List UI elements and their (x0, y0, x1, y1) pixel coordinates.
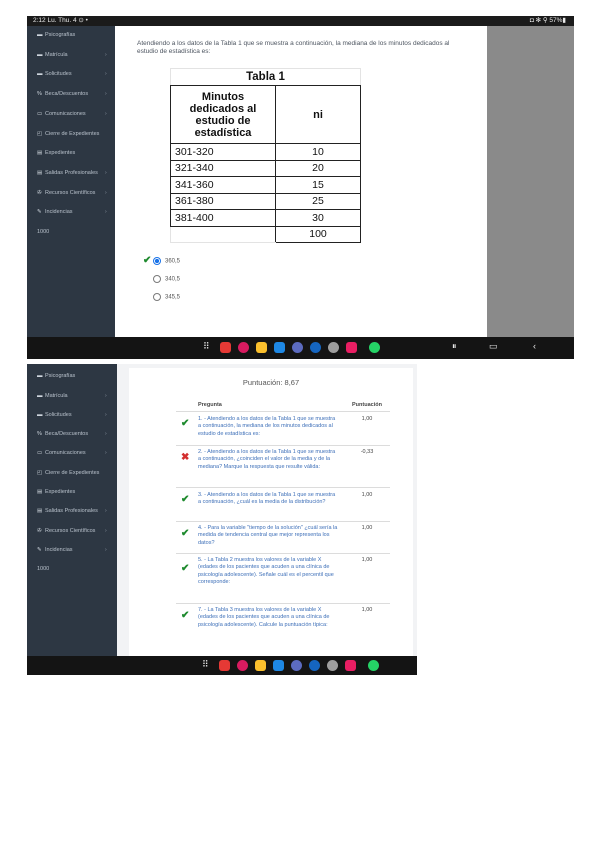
result-score: 1,00 (361, 557, 373, 563)
score-text: Puntuación: 8,67 (242, 378, 300, 387)
result-question-link[interactable]: 4. - Para la variable "tiempo de la solución" ¿cuál sería la medida de tendencia central que mejor representa los datos? (198, 525, 338, 546)
column-header-question: Pregunta (198, 402, 222, 408)
settings-icon: ✇ (37, 190, 42, 196)
table-header-ni: ni (276, 86, 361, 144)
sidebar-item-comunicaciones[interactable] (37, 111, 107, 117)
app-icon-red[interactable] (219, 660, 230, 671)
android-nav-bar (27, 337, 574, 359)
book-icon: ▬ (37, 373, 43, 379)
sidebar-item-matricula[interactable] (37, 52, 107, 58)
option-3[interactable] (153, 293, 180, 301)
document-icon: ▤ (37, 150, 43, 156)
app-icon-camera[interactable] (345, 660, 356, 671)
sidebar-item-incidencias[interactable] (37, 209, 107, 215)
sidebar-item-psicografias[interactable] (37, 32, 75, 38)
table-cell-ni: 25 (276, 193, 361, 210)
status-right: ◘ ✻ ⚲ 57%▮ (529, 17, 566, 24)
table-caption: Tabla 1 (171, 69, 361, 86)
table-cell-ni: 10 (276, 144, 361, 161)
sidebar-item-cierre[interactable] (37, 131, 99, 137)
chevron-right-icon: › (105, 412, 107, 418)
sidebar-item-label: Matrícula (45, 52, 68, 58)
sidebar-item-label: Solicitudes (45, 412, 72, 418)
sidebar-item-label: Salidas Profesionales (45, 170, 98, 176)
app-icon-play[interactable] (309, 660, 320, 671)
sidebar-item-label: Cierre de Expedientes (45, 470, 100, 476)
book-icon: ▬ (37, 32, 43, 38)
folder-icon: ▬ (37, 393, 43, 399)
home-button-icon[interactable]: ▭ (489, 341, 498, 351)
divider (176, 553, 390, 554)
chevron-right-icon: › (105, 111, 107, 117)
results-card (129, 368, 413, 656)
checkmark-icon: ✔ (181, 494, 190, 505)
app-icon-play[interactable] (310, 342, 321, 353)
divider (176, 411, 390, 412)
main-content (115, 26, 487, 337)
app-icon-calendar[interactable] (274, 342, 285, 353)
table-row (171, 160, 361, 177)
chevron-right-icon: › (105, 71, 107, 77)
chevron-right-icon: › (105, 508, 107, 514)
sidebar-item-salidas[interactable] (37, 508, 107, 514)
sidebar-item-label: Incidencias (45, 209, 73, 215)
column-header-score: Puntuación (352, 402, 382, 408)
table-cell-ni: 15 (276, 177, 361, 194)
app-icon-flower[interactable] (237, 660, 248, 671)
sidebar-item-psicografias[interactable] (37, 373, 75, 379)
result-question-link[interactable]: 5. - La Tabla 2 muestra los valores de la variable X (edades de los pacientes que acuden a una clínica de psicología adolescente). Señale cuál es el percentil que corresponde: (198, 557, 334, 586)
percent-icon: % (37, 91, 42, 97)
result-question-link[interactable]: 2. - Atendiendo a los datos de la Tabla 1 que se muestra a continuación, ¿coinciden el valor de la media y de la mediana? Marque la respuesta que resulte válida: (198, 449, 336, 470)
table-cell-empty (171, 226, 276, 243)
sidebar-item-recursos[interactable] (37, 190, 107, 196)
table-row (171, 177, 361, 194)
percent-icon: % (37, 431, 42, 437)
result-question-link[interactable]: 3. - Atendiendo a los datos de la Tabla 1 que se muestra a continuación, ¿cuál es la media de la distribución? (198, 492, 336, 506)
option-label: 360,5 (165, 258, 181, 265)
android-nav-bar (27, 656, 417, 675)
sidebar-item-label: Cierre de Expedientes (45, 131, 100, 137)
sidebar-item-label: Expedientes (45, 150, 76, 156)
app-icon-messages[interactable] (292, 342, 303, 353)
chevron-right-icon: › (105, 91, 107, 97)
wrench-icon: ✎ (37, 209, 42, 215)
radio-button[interactable] (153, 293, 161, 301)
screenshot-quiz (27, 16, 574, 359)
settings-icon: ✇ (37, 528, 42, 534)
result-question-link[interactable]: 1. - Atendiendo a los datos de la Tabla 1 que se muestra a continuación, la mediana de los minutos dedicados al estudio de estadística es: (198, 416, 336, 437)
document-icon: ▤ (37, 489, 43, 495)
clock-icon: ◰ (37, 470, 43, 476)
folder-icon: ▭ (37, 450, 43, 456)
document-icon: ▤ (37, 170, 43, 176)
checkmark-icon: ✔ (143, 255, 152, 266)
sidebar-item-label: Beca/Descuentos (45, 91, 89, 97)
sidebar-item-incidencias[interactable] (37, 547, 107, 553)
document-icon: ▤ (37, 508, 43, 514)
result-question-link[interactable]: 7. - La Tabla 3 muestra los valores de la variable X (edades de los pacientes que acuden a una clínica de psicología adolescente). Calcule la puntuación típica: (198, 607, 330, 628)
sidebar-item-label: Psicografías (45, 32, 76, 38)
chevron-right-icon: › (105, 547, 107, 553)
app-icon-red[interactable] (220, 342, 231, 353)
divider (176, 445, 390, 446)
app-icon-camera[interactable] (346, 342, 357, 353)
chevron-right-icon: › (105, 209, 107, 215)
recents-button-icon[interactable]: ⏸ (452, 341, 457, 351)
radio-button[interactable] (153, 275, 161, 283)
back-button-icon[interactable]: ‹ (533, 341, 536, 351)
chevron-right-icon: › (105, 170, 107, 176)
table-cell-ni: 30 (276, 210, 361, 227)
sidebar-item-label: Recursos Científicos (45, 528, 96, 534)
wrench-icon: ✎ (37, 547, 42, 553)
table-cell-total: 100 (276, 226, 361, 243)
chevron-right-icon: › (105, 450, 107, 456)
folder-icon: ▭ (37, 111, 43, 117)
table-cell-interval: 361-380 (171, 193, 276, 210)
option-label: 345,5 (165, 294, 181, 301)
result-score: 1,00 (361, 492, 373, 498)
sidebar-item-expedientes[interactable] (37, 150, 75, 156)
checkmark-icon: ✔ (181, 610, 190, 621)
sidebar-item-label: 1000 (37, 229, 50, 235)
option-1[interactable] (153, 257, 180, 265)
chat-icon: ▬ (37, 71, 43, 77)
app-icon-flower[interactable] (238, 342, 249, 353)
screenshot-results (27, 364, 417, 675)
sidebar-item-becas[interactable] (37, 91, 107, 97)
table-row-total (171, 226, 361, 243)
app-icon-settings[interactable] (327, 660, 338, 671)
folder-icon: ▬ (37, 52, 43, 58)
sidebar-item-label: Matrícula (45, 393, 68, 399)
sidebar-item-label: Comunicaciones (45, 111, 86, 117)
result-score: 1,00 (361, 416, 373, 422)
chevron-right-icon: › (105, 393, 107, 399)
sidebar-item-label: Beca/Descuentos (45, 431, 89, 437)
sidebar (27, 26, 115, 337)
chevron-right-icon: › (105, 190, 107, 196)
divider (176, 521, 390, 522)
checkmark-icon: ✔ (181, 418, 190, 429)
table-cell-interval: 301-320 (171, 144, 276, 161)
apps-grid-icon[interactable]: ⠿ (203, 341, 210, 351)
table-cell-ni: 20 (276, 160, 361, 177)
sidebar-item-label: Comunicaciones (45, 450, 86, 456)
question-text: Atendiendo a los datos de la Tabla 1 que se muestra a continuación, la mediana de los minutos dedicados al estudio de estadística es: (137, 40, 450, 55)
question-card (115, 26, 487, 337)
chevron-right-icon: › (105, 431, 107, 437)
table-row (171, 210, 361, 227)
status-left: 2:12 Lu. Thu. 4 ⊙ • (33, 17, 88, 24)
sidebar-item-recursos[interactable] (37, 528, 107, 534)
whatsapp-icon[interactable] (369, 342, 380, 353)
radio-button-selected[interactable] (153, 257, 161, 265)
whatsapp-icon[interactable] (368, 660, 379, 671)
table-row (171, 193, 361, 210)
side-panel (487, 26, 574, 337)
sidebar-item-cierre[interactable] (37, 470, 99, 476)
sidebar-item-label: Salidas Profesionales (45, 508, 98, 514)
sidebar-item-label: Incidencias (45, 547, 73, 553)
sidebar (27, 364, 117, 656)
chat-icon: ▬ (37, 412, 43, 418)
app-icon-folder[interactable] (256, 342, 267, 353)
sidebar-item-1000[interactable] (37, 229, 49, 235)
table-cell-interval: 381-400 (171, 210, 276, 227)
table-cell-interval: 341-360 (171, 177, 276, 194)
result-score: 1,00 (361, 525, 373, 531)
sidebar-item-1000[interactable] (37, 566, 49, 572)
sidebar-item-label: Expedientes (45, 489, 76, 495)
checkmark-icon: ✔ (181, 563, 190, 574)
divider (176, 603, 390, 604)
sidebar-item-label: Recursos Científicos (45, 190, 96, 196)
result-score: 1,00 (361, 607, 373, 613)
status-bar (27, 16, 574, 26)
app-icon-settings[interactable] (328, 342, 339, 353)
app-icon-messages[interactable] (291, 660, 302, 671)
sidebar-item-comunicaciones[interactable] (37, 450, 107, 456)
table-row (171, 144, 361, 161)
result-score: -0,33 (360, 449, 374, 455)
sidebar-item-solicitudes[interactable] (37, 412, 107, 418)
app-icon-calendar[interactable] (273, 660, 284, 671)
option-label: 340,5 (165, 276, 181, 283)
sidebar-item-salidas[interactable] (37, 170, 107, 176)
apps-grid-icon[interactable]: ⠿ (202, 659, 209, 669)
cross-icon: ✖ (181, 452, 190, 463)
checkmark-icon: ✔ (181, 528, 190, 539)
chevron-right-icon: › (105, 528, 107, 534)
sidebar-item-expedientes[interactable] (37, 489, 75, 495)
sidebar-item-label: Psicografías (45, 373, 76, 379)
sidebar-item-matricula[interactable] (37, 393, 107, 399)
sidebar-item-solicitudes[interactable] (37, 71, 107, 77)
sidebar-item-becas[interactable] (37, 431, 107, 437)
sidebar-item-label: Solicitudes (45, 71, 72, 77)
table-cell-interval: 321-340 (171, 160, 276, 177)
sidebar-item-label: 1000 (37, 566, 50, 572)
chevron-right-icon: › (105, 52, 107, 58)
clock-icon: ◰ (37, 131, 43, 137)
main-content (117, 364, 417, 656)
option-2[interactable] (153, 275, 180, 283)
app-icon-folder[interactable] (255, 660, 266, 671)
data-table (170, 68, 361, 243)
divider (176, 487, 390, 488)
table-header-minutes: Minutos dedicados al estudio de estadística (171, 86, 276, 144)
